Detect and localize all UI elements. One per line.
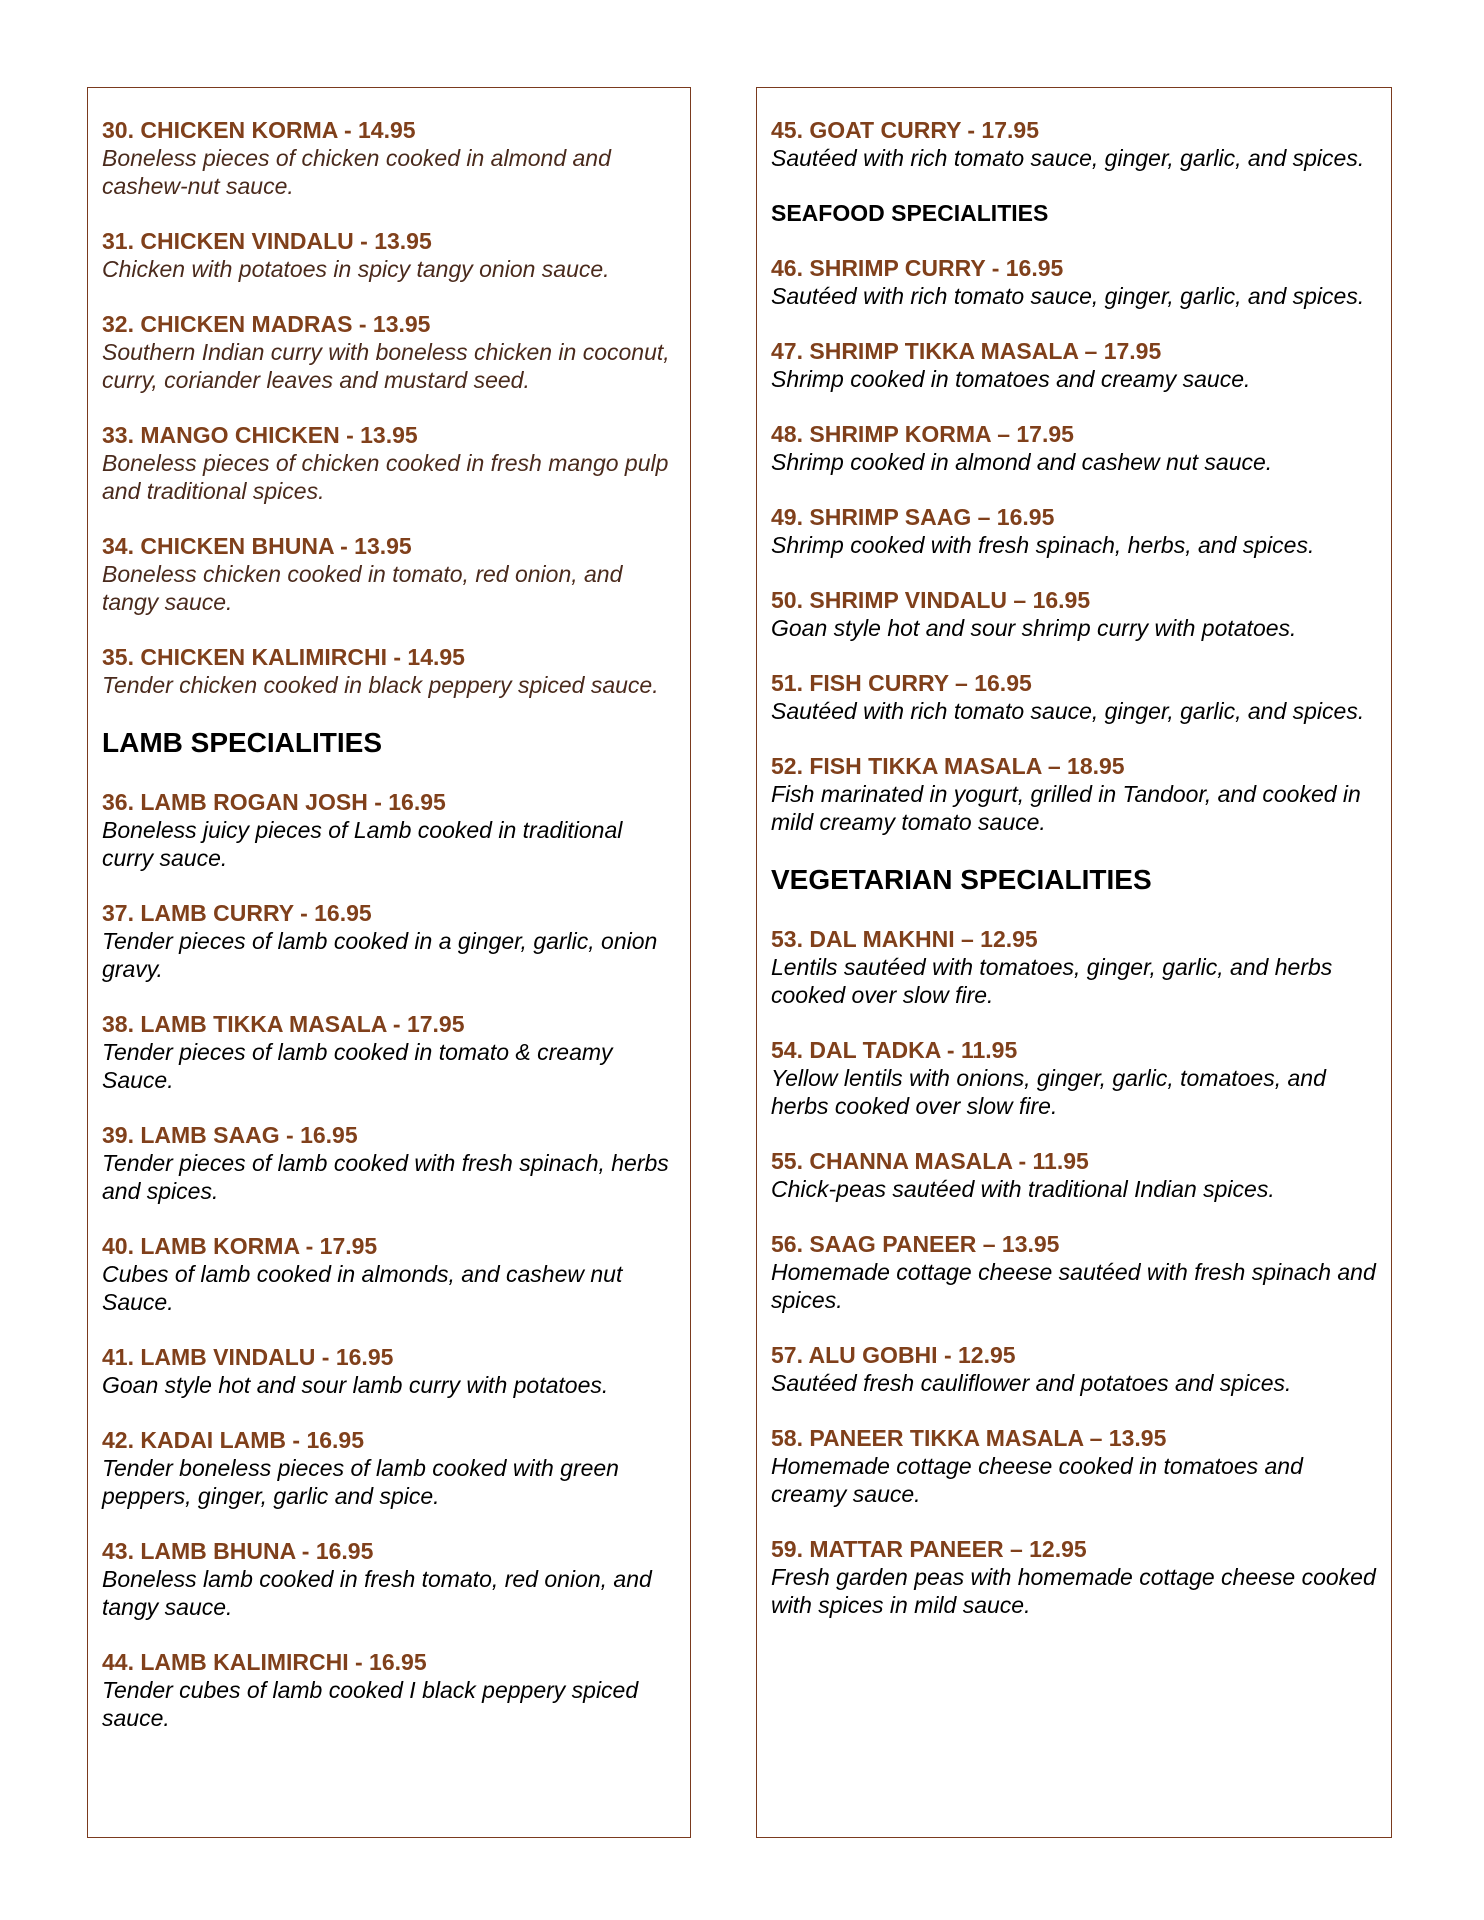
menu-item: [102, 532, 676, 616]
menu-item-description: Cubes of lamb cooked in almonds, and cashew nut Sauce.: [102, 1261, 623, 1315]
menu-item-description: Goan style hot and sour shrimp curry with potatoes.: [771, 615, 1297, 641]
menu-item: [771, 925, 1377, 1009]
menu-item-description: Tender chicken cooked in black peppery spiced sauce.: [102, 672, 659, 698]
menu-item-description: Sautéed with rich tomato sauce, ginger, garlic, and spices.: [771, 283, 1365, 309]
menu-item-title: 46. SHRIMP CURRY - 16.95: [771, 255, 1064, 281]
menu-item: [771, 752, 1377, 836]
menu-item-description: Tender pieces of lamb cooked in a ginger, garlic, onion gravy.: [102, 928, 658, 982]
menu-item: [102, 310, 676, 394]
menu-item: [771, 1535, 1377, 1619]
menu-item: [771, 503, 1377, 559]
menu-item-title: 36. LAMB ROGAN JOSH - 16.95: [102, 789, 446, 815]
section-heading-lamb: LAMB SPECIALITIES: [102, 727, 383, 758]
menu-item-title: 35. CHICKEN KALIMIRCHI - 14.95: [102, 644, 465, 670]
menu-item-description: Tender boneless pieces of lamb cooked with green peppers, ginger, garlic and spice.: [102, 1455, 619, 1509]
menu-item: [771, 586, 1377, 642]
menu-item-description: Boneless pieces of chicken cooked in fresh mango pulp and traditional spices.: [102, 450, 669, 504]
goat-items: [771, 116, 1377, 172]
menu-item-description: Sautéed with rich tomato sauce, ginger, garlic, and spices.: [771, 145, 1365, 171]
menu-item: [771, 1424, 1377, 1508]
menu-item: [102, 1648, 676, 1732]
menu-item-description: Chicken with potatoes in spicy tangy onion sauce.: [102, 256, 610, 282]
menu-item-title: 45. GOAT CURRY - 17.95: [771, 117, 1039, 143]
menu-item-description: Boneless pieces of chicken cooked in almond and cashew-nut sauce.: [102, 145, 611, 199]
seafood-items: [771, 254, 1377, 836]
menu-item-description: Southern Indian curry with boneless chicken in coconut, curry, coriander leaves and mustard seed.: [102, 339, 670, 393]
menu-item-description: Shrimp cooked in tomatoes and creamy sauce.: [771, 366, 1251, 392]
menu-item-title: 59. MATTAR PANEER – 12.95: [771, 1536, 1087, 1562]
menu-panel-left: [87, 87, 691, 1838]
menu-item-title: 42. KADAI LAMB - 16.95: [102, 1427, 365, 1453]
menu-item-description: Fresh garden peas with homemade cottage cheese cooked with spices in mild sauce.: [771, 1564, 1376, 1618]
section-heading-vegetarian: VEGETARIAN SPECIALITIES: [771, 864, 1152, 895]
section-heading-seafood: SEAFOOD SPECIALITIES: [771, 200, 1049, 226]
menu-item-description: Goan style hot and sour lamb curry with potatoes.: [102, 1372, 609, 1398]
menu-item-title: 31. CHICKEN VINDALU - 13.95: [102, 228, 432, 254]
menu-item-title: 33. MANGO CHICKEN - 13.95: [102, 422, 418, 448]
menu-item-title: 40. LAMB KORMA - 17.95: [102, 1233, 378, 1259]
menu-item-title: 55. CHANNA MASALA - 11.95: [771, 1148, 1089, 1174]
menu-item: [102, 1426, 676, 1510]
menu-item-title: 47. SHRIMP TIKKA MASALA – 17.95: [771, 338, 1162, 364]
menu-item-description: Homemade cottage cheese cooked in tomatoes and creamy sauce.: [771, 1453, 1303, 1507]
menu-item-title: 41. LAMB VINDALU - 16.95: [102, 1344, 394, 1370]
menu-item: [102, 1537, 676, 1621]
menu-item-title: 54. DAL TADKA - 11.95: [771, 1037, 1018, 1063]
menu-item-title: 58. PANEER TIKKA MASALA – 13.95: [771, 1425, 1167, 1451]
menu-item: [102, 116, 676, 200]
vegetarian-items: [771, 925, 1377, 1619]
menu-item: [771, 669, 1377, 725]
menu-item: [771, 254, 1377, 310]
menu-item-title: 53. DAL MAKHNI – 12.95: [771, 926, 1038, 952]
menu-item: [771, 1341, 1377, 1397]
menu-item-title: 39. LAMB SAAG - 16.95: [102, 1122, 358, 1148]
menu-item-title: 52. FISH TIKKA MASALA – 18.95: [771, 753, 1125, 779]
menu-item: [102, 643, 676, 699]
menu-item: [102, 1010, 676, 1094]
menu-item: [771, 1147, 1377, 1203]
menu-item: [771, 337, 1377, 393]
menu-item-title: 34. CHICKEN BHUNA - 13.95: [102, 533, 412, 559]
menu-item-description: Yellow lentils with onions, ginger, garlic, tomatoes, and herbs cooked over slow fire.: [771, 1065, 1326, 1119]
menu-item: [102, 1121, 676, 1205]
menu-item: [102, 899, 676, 983]
lamb-items: [102, 788, 676, 1732]
menu-item: [771, 420, 1377, 476]
menu-item-title: 49. SHRIMP SAAG – 16.95: [771, 504, 1055, 530]
menu-item-description: Homemade cottage cheese sautéed with fresh spinach and spices.: [771, 1259, 1376, 1313]
menu-item: [102, 421, 676, 505]
menu-panel-right: [756, 87, 1392, 1838]
menu-item: [102, 1232, 676, 1316]
menu-item: [771, 1036, 1377, 1120]
menu-item-title: 51. FISH CURRY – 16.95: [771, 670, 1032, 696]
menu-item-description: Boneless juicy pieces of Lamb cooked in traditional curry sauce.: [102, 817, 623, 871]
menu-item-description: Boneless chicken cooked in tomato, red onion, and tangy sauce.: [102, 561, 623, 615]
menu-item-description: Chick-peas sautéed with traditional Indian spices.: [771, 1176, 1275, 1202]
menu-item: [102, 788, 676, 872]
menu-item-description: Shrimp cooked with fresh spinach, herbs, and spices.: [771, 532, 1315, 558]
menu-item-title: 48. SHRIMP KORMA – 17.95: [771, 421, 1074, 447]
menu-item-description: Tender cubes of lamb cooked I black peppery spiced sauce.: [102, 1677, 639, 1731]
menu-item-title: 44. LAMB KALIMIRCHI - 16.95: [102, 1649, 427, 1675]
menu-item-description: Lentils sautéed with tomatoes, ginger, garlic, and herbs cooked over slow fire.: [771, 954, 1333, 1008]
menu-item-title: 38. LAMB TIKKA MASALA - 17.95: [102, 1011, 465, 1037]
menu-item: [771, 1230, 1377, 1314]
menu-item: [102, 227, 676, 283]
menu-item-description: Shrimp cooked in almond and cashew nut sauce.: [771, 449, 1273, 475]
menu-item-title: 50. SHRIMP VINDALU – 16.95: [771, 587, 1091, 613]
menu-item: [771, 116, 1377, 172]
menu-item-description: Sautéed fresh cauliflower and potatoes and spices.: [771, 1370, 1292, 1396]
menu-item: [102, 1343, 676, 1399]
menu-item-title: 32. CHICKEN MADRAS - 13.95: [102, 311, 431, 337]
menu-item-description: Fish marinated in yogurt, grilled in Tandoor, and cooked in mild creamy tomato sauce.: [771, 781, 1361, 835]
menu-item-title: 57. ALU GOBHI - 12.95: [771, 1342, 1016, 1368]
menu-item-title: 43. LAMB BHUNA - 16.95: [102, 1538, 374, 1564]
menu-item-title: 30. CHICKEN KORMA - 14.95: [102, 117, 416, 143]
menu-item-description: Sautéed with rich tomato sauce, ginger, garlic, and spices.: [771, 698, 1365, 724]
chicken-items: [102, 116, 676, 699]
menu-item-title: 56. SAAG PANEER – 13.95: [771, 1231, 1060, 1257]
menu-item-title: 37. LAMB CURRY - 16.95: [102, 900, 372, 926]
menu-item-description: Tender pieces of lamb cooked with fresh spinach, herbs and spices.: [102, 1150, 669, 1204]
menu-item-description: Tender pieces of lamb cooked in tomato & creamy Sauce.: [102, 1039, 613, 1093]
menu-item-description: Boneless lamb cooked in fresh tomato, red onion, and tangy sauce.: [102, 1566, 652, 1620]
